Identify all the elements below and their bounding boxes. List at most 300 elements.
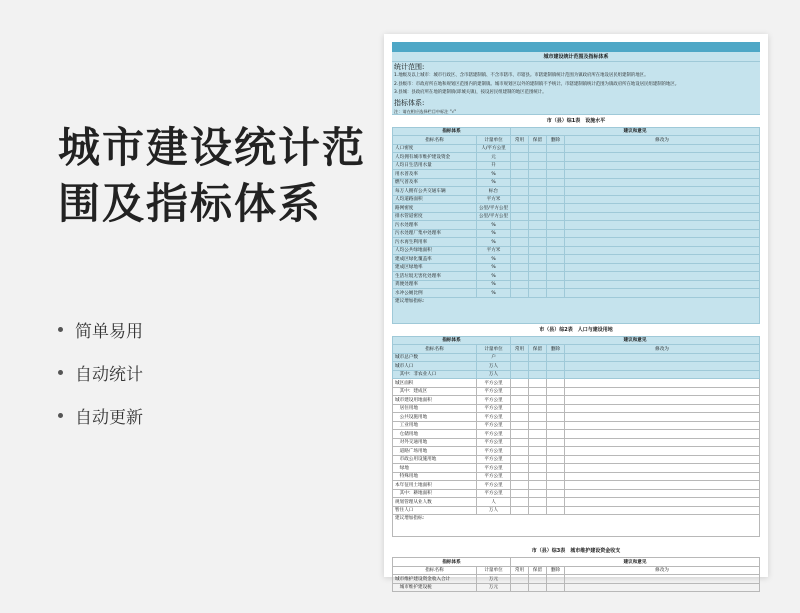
option-cell[interactable]: [511, 421, 529, 430]
option-cell[interactable]: [565, 204, 760, 213]
option-cell[interactable]: [511, 362, 529, 371]
indicator-name: 城市总户数: [393, 353, 477, 362]
option-cell[interactable]: [511, 289, 529, 298]
option-cell[interactable]: [529, 187, 547, 196]
table-2: [392, 336, 760, 538]
indicator-name: 生活垃圾无害化处理率: [393, 272, 477, 281]
option-cell[interactable]: [565, 272, 760, 281]
option-cell[interactable]: [511, 353, 529, 362]
option-cell[interactable]: [511, 187, 529, 196]
option-cell[interactable]: [511, 263, 529, 272]
option-cell[interactable]: [511, 430, 529, 439]
option-cell[interactable]: [529, 481, 547, 490]
option-cell[interactable]: [547, 413, 565, 422]
table-row: [393, 353, 760, 362]
table-3: [392, 557, 760, 592]
option-cell[interactable]: [565, 212, 760, 221]
option-cell[interactable]: [529, 221, 547, 230]
option-cell[interactable]: [565, 413, 760, 422]
table-row: [393, 575, 760, 584]
table-row: [393, 144, 760, 153]
indicator-unit: 平方米: [477, 246, 511, 255]
name-header: 指标名称: [393, 136, 477, 145]
option-cell[interactable]: [529, 464, 547, 473]
indicator-unit: %: [477, 229, 511, 238]
option-cell[interactable]: [565, 404, 760, 413]
table-2-body: [393, 353, 760, 515]
option-cell[interactable]: [547, 170, 565, 179]
option-cell[interactable]: [565, 187, 760, 196]
use-header: 常用: [511, 345, 529, 354]
option-cell[interactable]: [529, 229, 547, 238]
table-row: [393, 455, 760, 464]
document-preview: [384, 34, 768, 591]
bullet-icon: [58, 413, 63, 418]
group-header: 指标体系: [393, 127, 511, 136]
table-1: [392, 127, 760, 324]
option-cell[interactable]: [511, 153, 529, 162]
option-cell[interactable]: [529, 238, 547, 247]
option-cell[interactable]: [547, 153, 565, 162]
name-header: 指标名称: [393, 566, 477, 575]
indicator-unit: 平方公里: [477, 455, 511, 464]
keep-header: 保留: [529, 566, 547, 575]
indicator-unit: 公里/平方公里: [477, 204, 511, 213]
option-cell[interactable]: [511, 246, 529, 255]
option-cell[interactable]: [565, 195, 760, 204]
keep-header: 保留: [529, 345, 547, 354]
option-cell[interactable]: [565, 238, 760, 247]
scope-text: 2.县级市：市政府所在地和规划区范围内的建制镇。城市规划区以外的建制镇不予统计。市辖建制镇统计范围为镇政府所在地设居民组建制的地区。: [394, 81, 680, 87]
indicator-name: 污水处理厂集中处理率: [393, 229, 477, 238]
option-cell[interactable]: [547, 161, 565, 170]
option-cell[interactable]: [547, 447, 565, 456]
option-cell[interactable]: [547, 498, 565, 507]
advice-header: 建议和意见: [511, 127, 760, 136]
option-cell[interactable]: [529, 455, 547, 464]
option-cell[interactable]: [529, 404, 547, 413]
option-cell[interactable]: [511, 161, 529, 170]
indicator-unit: 平方公里: [477, 421, 511, 430]
indicator-unit: 平方米: [477, 195, 511, 204]
option-cell[interactable]: [529, 413, 547, 422]
indicator-unit: %: [477, 272, 511, 281]
option-cell[interactable]: [565, 396, 760, 405]
option-cell[interactable]: [529, 204, 547, 213]
table-row: [393, 379, 760, 388]
option-cell[interactable]: [529, 353, 547, 362]
option-cell[interactable]: [547, 144, 565, 153]
indicator-name: 城市维护建设资金收入合计: [393, 575, 477, 584]
option-cell[interactable]: [565, 255, 760, 264]
scope-text: 3.县城：县政府所在地的建制镇(即城关镇)，按设居民组建制的地区范围统计。: [394, 90, 547, 96]
option-cell[interactable]: [547, 246, 565, 255]
advice-header: 建议和意见: [511, 336, 760, 345]
indicator-name: 道路广场用地: [393, 447, 477, 456]
option-cell[interactable]: [511, 178, 529, 187]
modify-header: 修改为: [565, 136, 760, 145]
indicator-unit: 升: [477, 161, 511, 170]
unit-header: 计量单位: [477, 345, 511, 354]
table-row: [393, 396, 760, 405]
option-cell[interactable]: [547, 472, 565, 481]
option-cell[interactable]: [529, 447, 547, 456]
indicator-unit: 公里/平方公里: [477, 212, 511, 221]
table-row: [393, 583, 760, 592]
indicator-name: 粪便处理率: [393, 280, 477, 289]
option-cell[interactable]: [565, 447, 760, 456]
indicator-unit: 平方公里: [477, 379, 511, 388]
option-cell[interactable]: [565, 464, 760, 473]
table-row: [393, 421, 760, 430]
option-cell[interactable]: [529, 144, 547, 153]
option-cell[interactable]: [511, 280, 529, 289]
option-cell[interactable]: [529, 161, 547, 170]
option-cell[interactable]: [511, 204, 529, 213]
option-cell[interactable]: [565, 170, 760, 179]
option-cell[interactable]: [547, 455, 565, 464]
indicator-name: 其中：非农业人口: [393, 370, 477, 379]
option-cell[interactable]: [511, 472, 529, 481]
indicator-unit: %: [477, 238, 511, 247]
option-cell[interactable]: [511, 575, 529, 584]
title-line-2: 围及指标体系: [58, 179, 323, 228]
indicator-name: 人均日生活用水量: [393, 161, 477, 170]
option-cell[interactable]: [547, 370, 565, 379]
option-cell[interactable]: [529, 212, 547, 221]
option-cell[interactable]: [565, 472, 760, 481]
option-cell[interactable]: [547, 204, 565, 213]
option-cell[interactable]: [565, 489, 760, 498]
option-cell[interactable]: [547, 263, 565, 272]
indicator-unit: 平方公里: [477, 396, 511, 405]
option-cell[interactable]: [547, 362, 565, 371]
option-cell[interactable]: [547, 583, 565, 592]
group-header: 指标体系: [393, 336, 511, 345]
indicator-unit: 平方公里: [477, 430, 511, 439]
option-cell[interactable]: [529, 246, 547, 255]
option-cell[interactable]: [511, 238, 529, 247]
option-cell[interactable]: [529, 430, 547, 439]
option-cell[interactable]: [529, 263, 547, 272]
option-cell[interactable]: [529, 489, 547, 498]
option-cell[interactable]: [511, 506, 529, 515]
table-row: [393, 178, 760, 187]
indicator-unit: %: [477, 289, 511, 298]
sheet-title: 城市建设统计范围及指标体系: [392, 52, 760, 62]
option-cell[interactable]: [565, 289, 760, 298]
option-cell[interactable]: [511, 481, 529, 490]
option-cell[interactable]: [547, 229, 565, 238]
indicator-name: 建成区绿地率: [393, 263, 477, 272]
table-row: [393, 161, 760, 170]
option-cell[interactable]: [565, 178, 760, 187]
option-cell[interactable]: [547, 438, 565, 447]
indicator-unit: 万人: [477, 370, 511, 379]
modify-header: 修改为: [565, 566, 760, 575]
option-cell[interactable]: [547, 280, 565, 289]
option-cell[interactable]: [565, 144, 760, 153]
indicator-unit: %: [477, 280, 511, 289]
option-cell[interactable]: [529, 498, 547, 507]
table-row: [393, 413, 760, 422]
option-cell[interactable]: [547, 238, 565, 247]
option-cell[interactable]: [565, 280, 760, 289]
option-cell[interactable]: [529, 575, 547, 584]
table3-caption: 市（县）综3表 城市维护建设资金收支: [531, 548, 621, 555]
option-cell[interactable]: [511, 396, 529, 405]
option-cell[interactable]: [547, 464, 565, 473]
option-cell[interactable]: [529, 438, 547, 447]
option-cell[interactable]: [529, 289, 547, 298]
option-cell[interactable]: [511, 144, 529, 153]
table-row: [393, 229, 760, 238]
bullet-icon: [58, 370, 63, 375]
option-cell[interactable]: [511, 387, 529, 396]
table-row: [393, 447, 760, 456]
option-cell[interactable]: [529, 387, 547, 396]
indicator-unit: 人/平方公里: [477, 144, 511, 153]
option-cell[interactable]: [565, 575, 760, 584]
indicator-name: 燃气普及率: [393, 178, 477, 187]
feature-item: 简单易用: [58, 308, 143, 351]
indicator-unit: %: [477, 221, 511, 230]
option-cell[interactable]: [547, 255, 565, 264]
scope-label: 统计范围:: [394, 63, 425, 71]
option-cell[interactable]: [547, 272, 565, 281]
option-cell[interactable]: [565, 455, 760, 464]
table-row: [393, 238, 760, 247]
table-row: [393, 464, 760, 473]
delete-header: 删除: [547, 566, 565, 575]
table-row: [393, 481, 760, 490]
option-cell[interactable]: [547, 481, 565, 490]
option-cell[interactable]: [547, 575, 565, 584]
option-cell[interactable]: [547, 195, 565, 204]
option-cell[interactable]: [547, 506, 565, 515]
indicator-unit: %: [477, 170, 511, 179]
indicator-name: 规划管理从业人数: [393, 498, 477, 507]
option-cell[interactable]: [547, 221, 565, 230]
table-row: [393, 246, 760, 255]
option-cell[interactable]: [565, 438, 760, 447]
option-cell[interactable]: [547, 212, 565, 221]
indicator-name: 用水普及率: [393, 170, 477, 179]
scope-text: 1.地级及以上城市：城市行政区、含市辖建制镇、不含市辖市、市辖县。市辖建制镇统计范围为镇政府所在地设居民组建制的地区。: [394, 73, 649, 78]
option-cell[interactable]: [565, 229, 760, 238]
indicator-unit: 平方公里: [477, 387, 511, 396]
indicator-unit: %: [477, 263, 511, 272]
option-cell[interactable]: [565, 387, 760, 396]
table-row: [393, 153, 760, 162]
indicator-unit: 人: [477, 498, 511, 507]
note-text: 注：请在相应选择栏目中标注 "√": [392, 108, 760, 115]
option-cell[interactable]: [511, 195, 529, 204]
option-cell[interactable]: [511, 413, 529, 422]
indicator-name: 污水处理率: [393, 221, 477, 230]
indicator-name: 公共设施用地: [393, 413, 477, 422]
table-3-body: [393, 575, 760, 592]
option-cell[interactable]: [565, 353, 760, 362]
index-label: 指标体系:: [394, 98, 425, 107]
option-cell[interactable]: [565, 498, 760, 507]
table-row: [393, 195, 760, 204]
option-cell[interactable]: [547, 404, 565, 413]
indicator-unit: 标台: [477, 187, 511, 196]
page-title: [58, 120, 366, 232]
sheet-top-bar: [392, 42, 760, 52]
delete-header: 删除: [547, 136, 565, 145]
option-cell[interactable]: [529, 379, 547, 388]
option-cell[interactable]: [529, 362, 547, 371]
table-1-body: [393, 144, 760, 297]
option-cell[interactable]: [547, 187, 565, 196]
option-cell[interactable]: [529, 272, 547, 281]
option-cell[interactable]: [547, 178, 565, 187]
option-cell[interactable]: [547, 353, 565, 362]
add-indicator-row: 建议增加指标:: [393, 515, 760, 537]
option-cell[interactable]: [529, 170, 547, 179]
option-cell[interactable]: [529, 178, 547, 187]
unit-header: 计量单位: [477, 566, 511, 575]
option-cell[interactable]: [511, 498, 529, 507]
option-cell[interactable]: [547, 489, 565, 498]
option-cell[interactable]: [529, 195, 547, 204]
option-cell[interactable]: [511, 447, 529, 456]
table-row: [393, 404, 760, 413]
bullet-icon: [58, 327, 63, 332]
option-cell[interactable]: [511, 455, 529, 464]
indicator-unit: 元: [477, 153, 511, 162]
table-row: [393, 272, 760, 281]
option-cell[interactable]: [511, 255, 529, 264]
indicator-name: 工业用地: [393, 421, 477, 430]
indicator-name: 对外交通用地: [393, 438, 477, 447]
option-cell[interactable]: [511, 221, 529, 230]
indicator-name: 排水管道密度: [393, 212, 477, 221]
option-cell[interactable]: [511, 489, 529, 498]
option-cell[interactable]: [547, 430, 565, 439]
table-row: [393, 387, 760, 396]
indicator-name: 其中：建成区: [393, 387, 477, 396]
option-cell[interactable]: [511, 438, 529, 447]
indicator-unit: 平方公里: [477, 464, 511, 473]
feature-item: 自动更新: [58, 394, 143, 437]
table-row: [393, 289, 760, 298]
option-cell[interactable]: [565, 153, 760, 162]
indicator-name: 人均拥有城市维护建设资金: [393, 153, 477, 162]
indicator-name: 城区面积: [393, 379, 477, 388]
option-cell[interactable]: [529, 280, 547, 289]
unit-header: 计量单位: [477, 136, 511, 145]
indicator-name: 城市维护建设税: [393, 583, 477, 592]
indicator-name: 人口密度: [393, 144, 477, 153]
delete-header: 删除: [547, 345, 565, 354]
keep-header: 保留: [529, 136, 547, 145]
option-cell[interactable]: [565, 161, 760, 170]
option-cell[interactable]: [511, 583, 529, 592]
option-cell[interactable]: [529, 255, 547, 264]
option-cell[interactable]: [511, 404, 529, 413]
indicator-unit: 平方公里: [477, 413, 511, 422]
option-cell[interactable]: [511, 229, 529, 238]
option-cell[interactable]: [565, 379, 760, 388]
indicator-unit: %: [477, 178, 511, 187]
option-cell[interactable]: [529, 583, 547, 592]
indicator-name: 暂住人口: [393, 506, 477, 515]
option-cell[interactable]: [511, 464, 529, 473]
option-cell[interactable]: [529, 153, 547, 162]
table-row: [393, 489, 760, 498]
table-row: [393, 498, 760, 507]
option-cell[interactable]: [547, 289, 565, 298]
indicator-unit: 万人: [477, 362, 511, 371]
option-cell[interactable]: [511, 379, 529, 388]
indicator-name: 污水再生利用率: [393, 238, 477, 247]
advice-header: 建议和意见: [511, 558, 760, 567]
option-cell[interactable]: [511, 370, 529, 379]
option-cell[interactable]: [565, 481, 760, 490]
indicator-name: 建成区绿化覆盖率: [393, 255, 477, 264]
table-row: [393, 370, 760, 379]
table-row: [393, 430, 760, 439]
option-cell[interactable]: [565, 583, 760, 592]
indicator-name: 仓储用地: [393, 430, 477, 439]
indicator-name: 本年征用土地面积: [393, 481, 477, 490]
option-cell[interactable]: [511, 272, 529, 281]
indicator-name: 水冲公厕比例: [393, 289, 477, 298]
indicator-name: 居住用地: [393, 404, 477, 413]
option-cell[interactable]: [529, 421, 547, 430]
option-cell[interactable]: [565, 421, 760, 430]
option-cell[interactable]: [511, 212, 529, 221]
indicator-unit: 万元: [477, 583, 511, 592]
feature-item: 自动统计: [58, 351, 143, 394]
option-cell[interactable]: [529, 472, 547, 481]
indicator-unit: 平方公里: [477, 447, 511, 456]
option-cell[interactable]: [565, 263, 760, 272]
option-cell[interactable]: [547, 379, 565, 388]
indicator-name: 城市人口: [393, 362, 477, 371]
option-cell[interactable]: [547, 387, 565, 396]
option-cell[interactable]: [529, 396, 547, 405]
option-cell[interactable]: [547, 421, 565, 430]
feature-list: [58, 308, 143, 437]
table-row: [393, 506, 760, 515]
option-cell[interactable]: [511, 170, 529, 179]
sheet-intro: [392, 52, 760, 115]
indicator-unit: 万元: [477, 575, 511, 584]
use-header: 常用: [511, 566, 529, 575]
indicator-name: 路网密度: [393, 204, 477, 213]
modify-header: 修改为: [565, 345, 760, 354]
option-cell[interactable]: [565, 506, 760, 515]
table-row: [393, 255, 760, 264]
option-cell[interactable]: [547, 396, 565, 405]
group-header: 指标体系: [393, 558, 511, 567]
indicator-name: 特殊用地: [393, 472, 477, 481]
table1-caption: 市（县）综1表 设施水平: [546, 117, 606, 124]
option-cell[interactable]: [529, 370, 547, 379]
option-cell[interactable]: [565, 430, 760, 439]
option-cell[interactable]: [565, 362, 760, 371]
indicator-unit: 平方公里: [477, 489, 511, 498]
indicator-unit: 平方公里: [477, 438, 511, 447]
option-cell[interactable]: [565, 246, 760, 255]
option-cell[interactable]: [565, 370, 760, 379]
option-cell[interactable]: [565, 221, 760, 230]
option-cell[interactable]: [529, 506, 547, 515]
